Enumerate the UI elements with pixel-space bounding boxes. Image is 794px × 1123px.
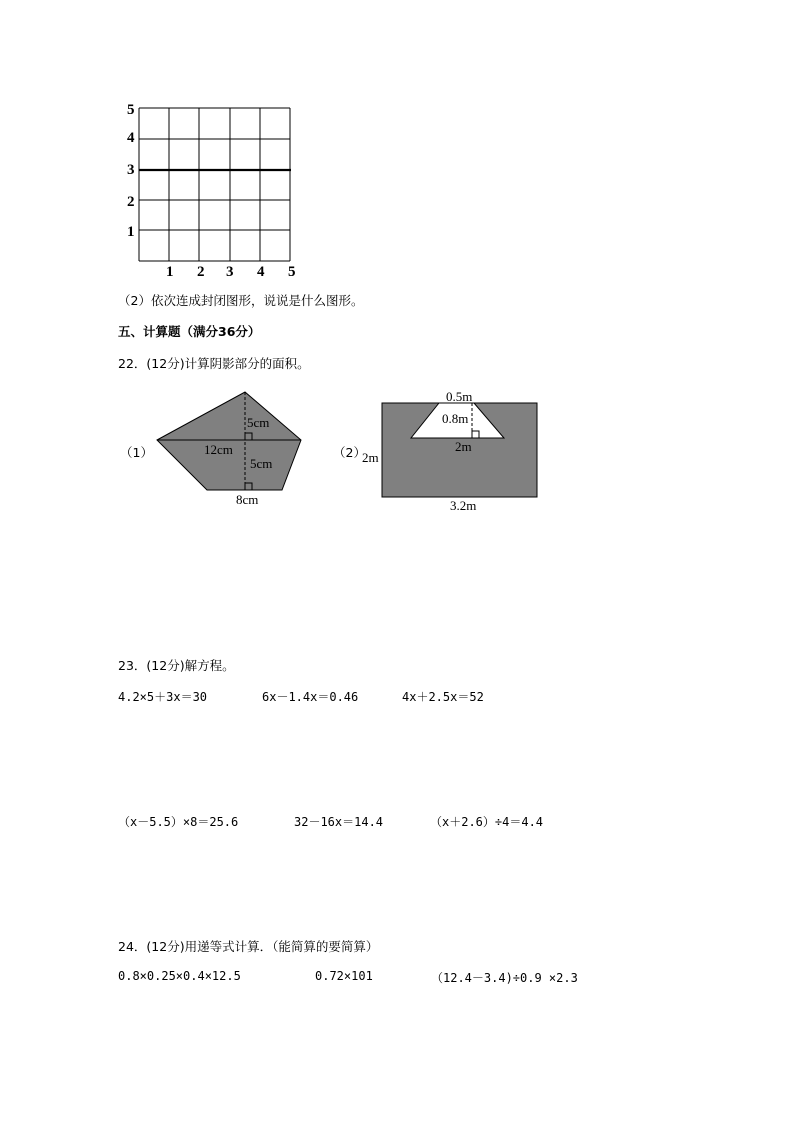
fig1-top-height-label: 5cm xyxy=(247,415,270,430)
y-axis-label-5: 5 xyxy=(127,102,135,118)
q24-text: 24．(12分)用递等式计算．（能简算的要简算） xyxy=(118,939,379,954)
figure-2-label: （2） xyxy=(333,445,366,460)
q24-expression-1: 0.8×0.25×0.4×12.5 xyxy=(118,969,241,983)
y-axis-label-3: 3 xyxy=(127,162,135,178)
x-axis-label-5: 5 xyxy=(288,264,296,280)
y-axis-label-1: 1 xyxy=(127,224,135,240)
fig2-top-base-label: 0.5m xyxy=(446,389,473,404)
x-axis-label-1: 1 xyxy=(166,264,174,280)
q23-equation-1: 4.2×5＋3x＝30 xyxy=(118,690,208,704)
x-axis-label-2: 2 xyxy=(197,264,205,280)
fig2-rect-width-label: 3.2m xyxy=(450,498,477,513)
figure-1-label: （1） xyxy=(120,445,153,460)
fig2-trap-height-label: 0.8m xyxy=(442,411,469,426)
q23-equation-3: 4x＋2.5x＝52 xyxy=(402,690,484,704)
x-axis-label-3: 3 xyxy=(226,264,234,280)
q22-text: 22．(12分)计算阴影部分的面积。 xyxy=(118,356,310,371)
coordinate-grid xyxy=(0,0,794,300)
q23-equation-2: 6x－1.4x＝0.46 xyxy=(262,690,359,704)
fig1-bottom-height-label: 5cm xyxy=(250,456,273,471)
q23-equation-5: 32－16x＝14.4 xyxy=(294,815,384,829)
q23-equation-6: （x＋2.6）÷4＝4.4 xyxy=(430,815,544,829)
y-axis-label-2: 2 xyxy=(127,194,135,210)
q24-expression-3: （12.4－3.4)÷0.9 ×2.3 xyxy=(431,971,578,985)
q24-expression-2: 0.72×101 xyxy=(315,969,373,983)
q23-equation-4: （x－5.5）×8＝25.6 xyxy=(118,815,239,829)
q23-text: 23．(12分)解方程。 xyxy=(118,658,235,673)
fig1-diagonal-label: 12cm xyxy=(204,442,233,457)
q21-part2-text: （2）依次连成封闭图形，说说是什么图形。 xyxy=(118,293,364,308)
fig1-bottom-base-label: 8cm xyxy=(236,492,259,507)
fig2-rect-height-label: 2m xyxy=(362,450,379,465)
y-axis-label-4: 4 xyxy=(127,130,135,146)
section-5-title: 五、计算题（满分36分） xyxy=(118,324,261,339)
fig2-trap-bottom-label: 2m xyxy=(455,439,472,454)
x-axis-label-4: 4 xyxy=(257,264,265,280)
